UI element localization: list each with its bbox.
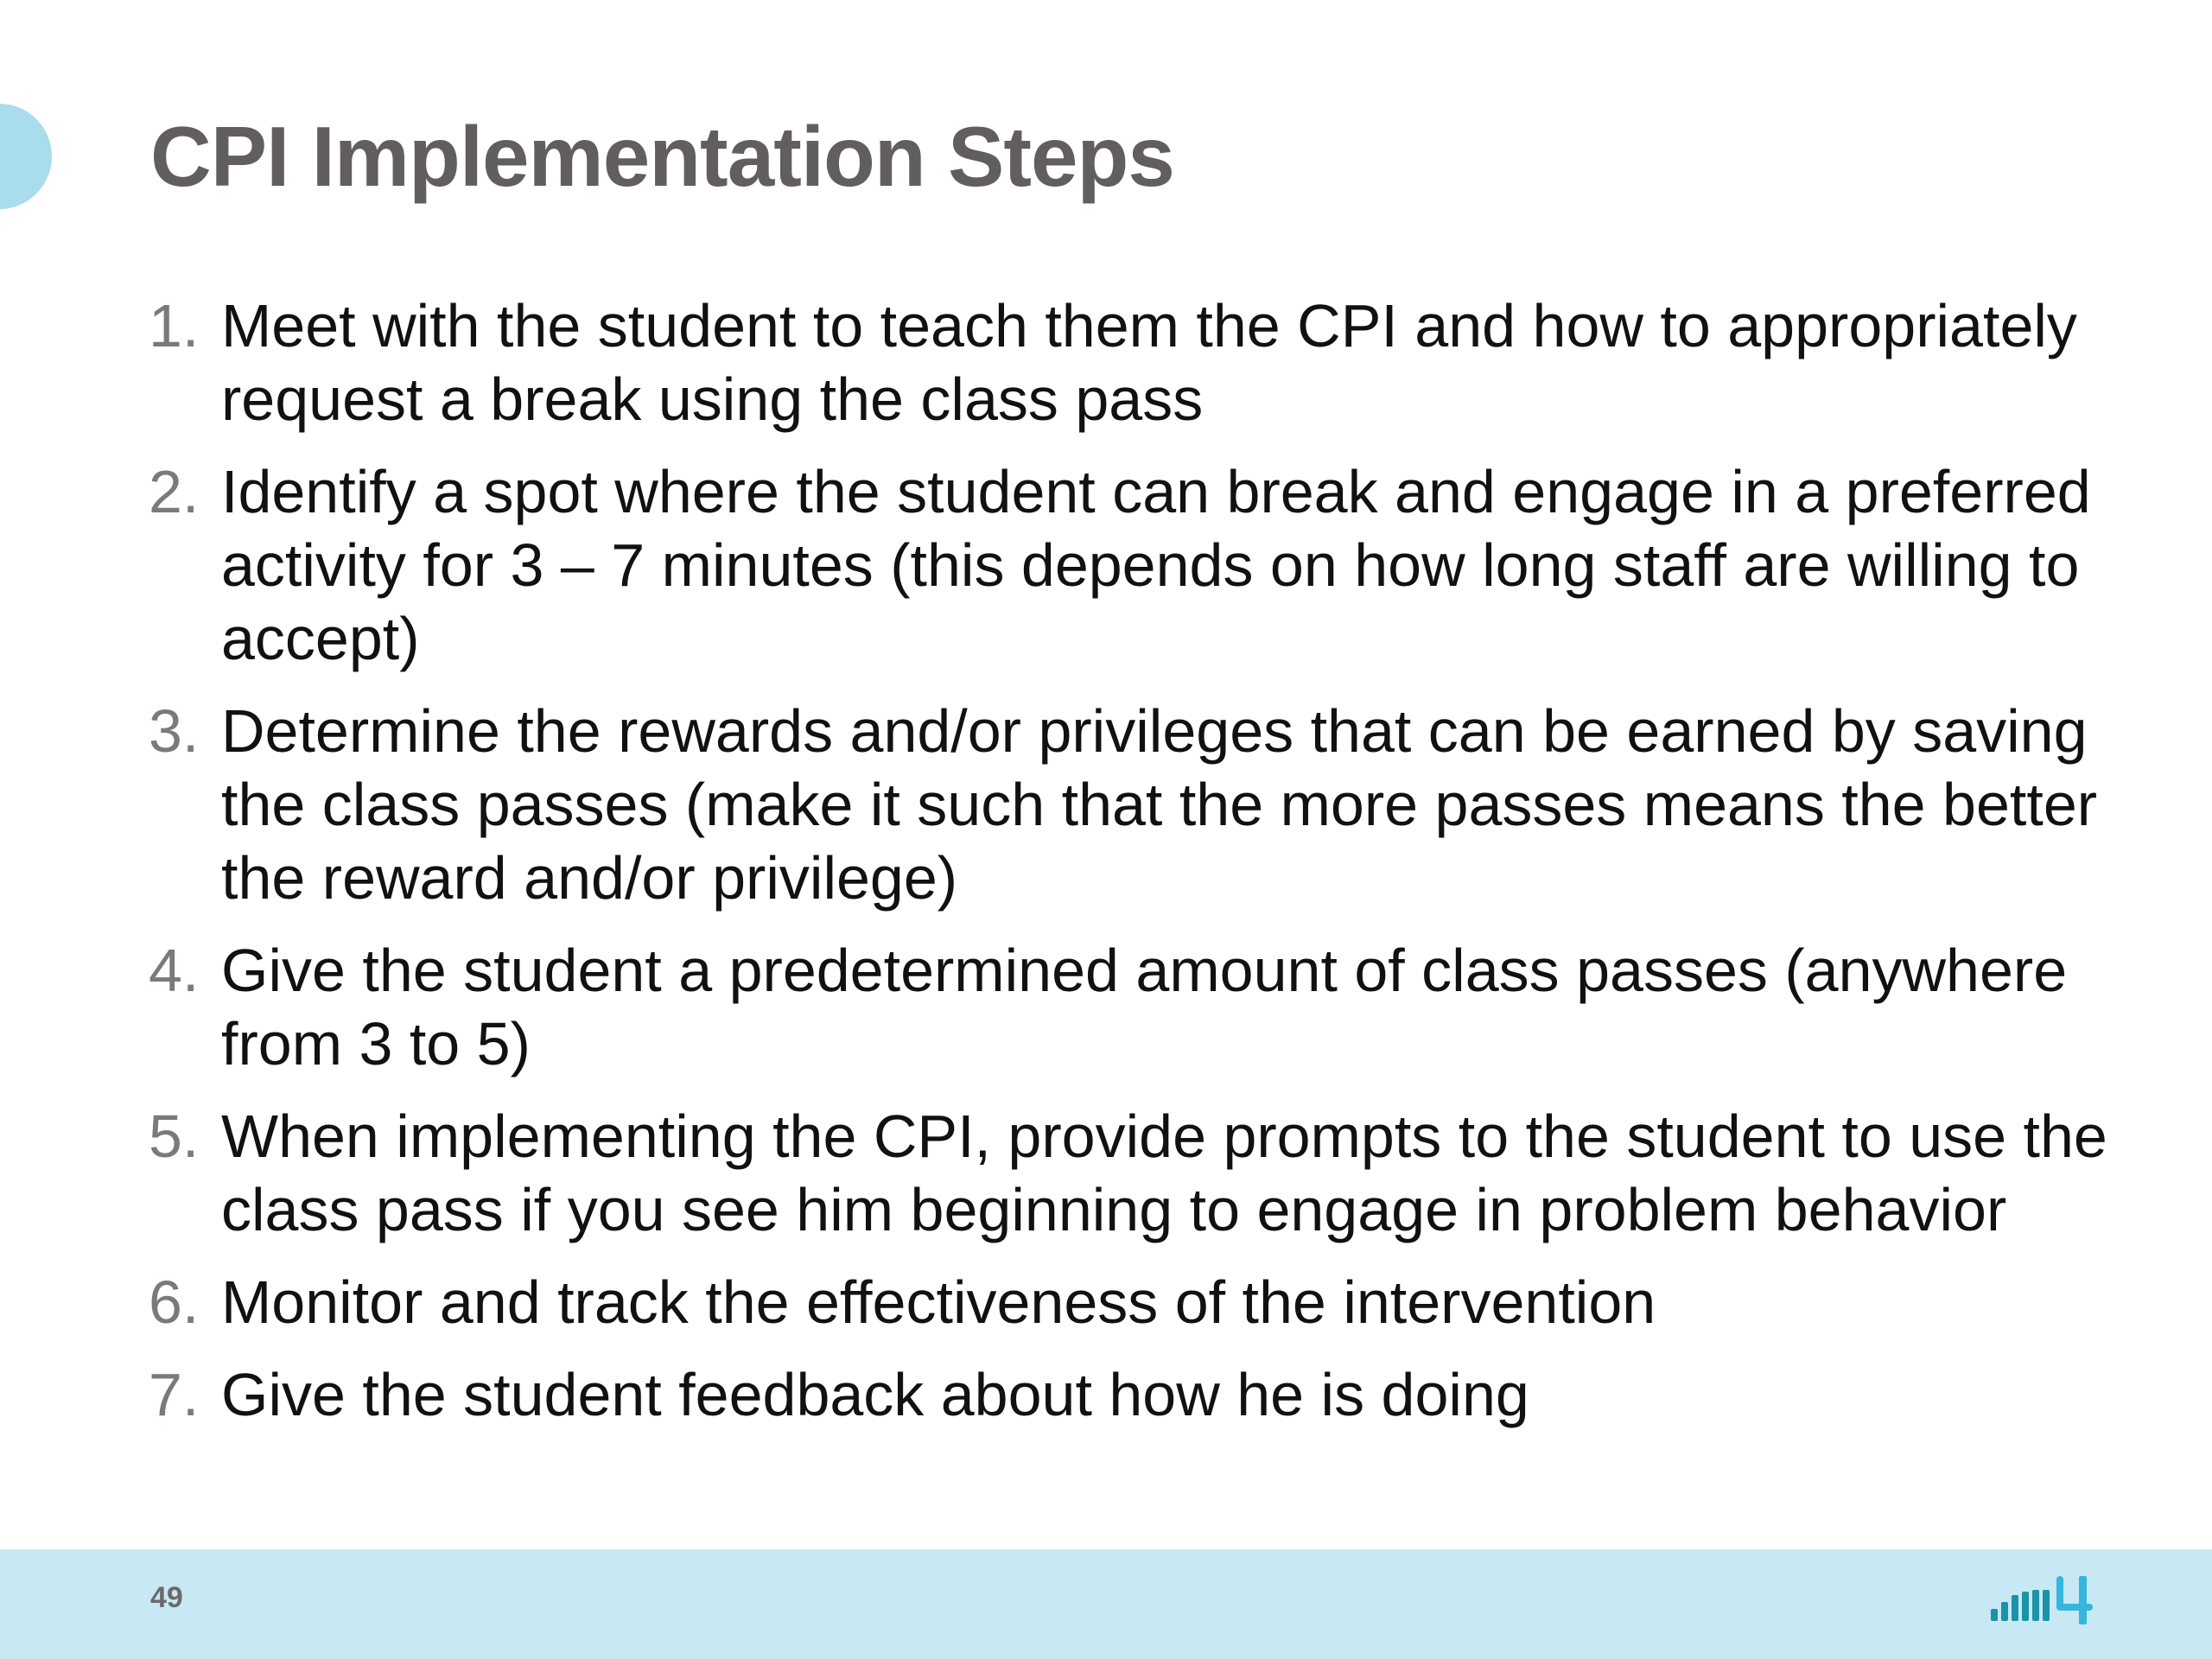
footer-band: [0, 1549, 2212, 1659]
step-number: 1.: [149, 292, 200, 359]
step-number: 3.: [149, 697, 200, 765]
step-text: Give the student a predetermined amount of class passes (anywhere from 3 to 5): [221, 937, 2068, 1077]
step-item: [0, 455, 2212, 676]
step-text: Meet with the student to teach them the CPI and how to appropriately request a break using the class pass: [221, 292, 2077, 433]
step-item: [0, 695, 2212, 915]
step-number: 7.: [149, 1361, 200, 1428]
step-item: [0, 1100, 2212, 1247]
slide-title: CPI Implementation Steps: [150, 109, 1174, 204]
step-item: [0, 289, 2212, 436]
step-item: [0, 1266, 2212, 1339]
step-number: 2.: [149, 458, 200, 525]
page-number: 49: [150, 1581, 183, 1614]
step-text: When implementing the CPI, provide prompts to the student to use the class pass if you see him beginning to engage in problem behavior: [221, 1103, 2107, 1243]
step-text: Identify a spot where the student can break and engage in a preferred activity for 3 – 7 minutes (this depends on how long staff are willing to accept): [221, 458, 2091, 672]
step-item: [0, 934, 2212, 1081]
step-number: 6.: [149, 1268, 200, 1336]
step-number: 5.: [149, 1103, 200, 1170]
step-item: [0, 1358, 2212, 1432]
step-number: 4.: [149, 937, 200, 1004]
m4-logo-icon: [1987, 1571, 2108, 1631]
step-text: Give the student feedback about how he is doing: [221, 1361, 1529, 1428]
step-text: Determine the rewards and/or privileges that can be earned by saving the class passes (make it such that the more passes means the better the reward and/or privilege): [221, 697, 2098, 912]
accent-circle: [0, 104, 52, 209]
steps-list: [0, 289, 2212, 1451]
step-text: Monitor and track the effectiveness of the intervention: [221, 1268, 1656, 1336]
